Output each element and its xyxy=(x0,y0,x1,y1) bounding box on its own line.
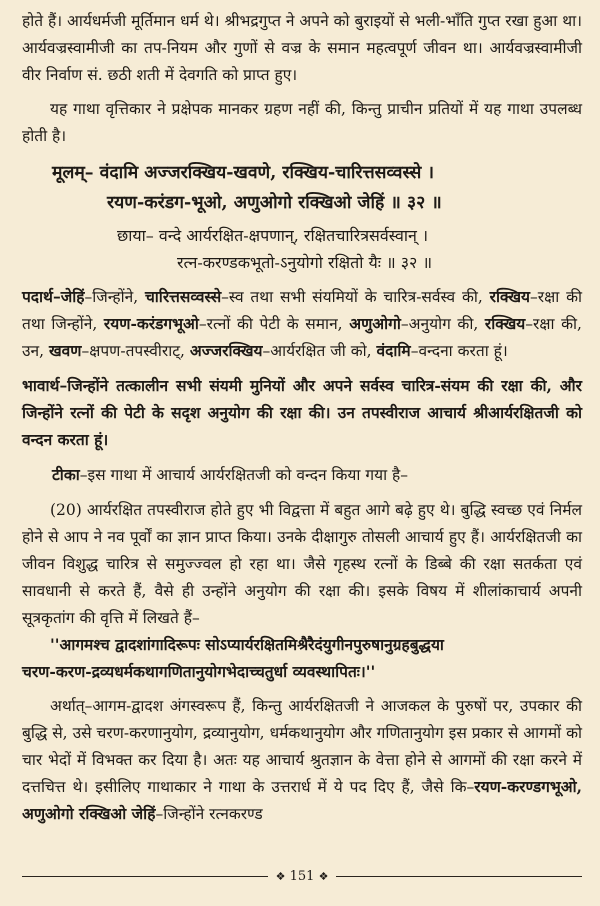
padartha-term: पदार्थ–जेहिं xyxy=(22,286,85,306)
ornament-icon: ❖ xyxy=(318,869,329,883)
top-paragraph: होते हैं। आर्यधर्मजी मूर्तिमान धर्म थे। श्रीभद्रगुप्त ने अपने को बुराइयों से भली-भाँति गुप्त रखा हुआ था। आर्यवज्रस्वामीजी का तप-नियम और गुणों से वज्र के समान महत्वपूर्ण जीवन था। आर्यवज्रस्वामीजी वीर निर्वाण सं. छठी शती में देवगति को प्राप्त हुए। xyxy=(22,12,582,84)
chhaya-line-1: छाया– वन्दे आर्यरक्षित-क्षपणान्, रक्षितचारित्रसर्वस्वान् । xyxy=(117,225,429,245)
padartha-term: अणुओगो xyxy=(349,313,401,333)
padartha-meaning: –क्षपण-तपस्वीराट्, xyxy=(81,341,190,360)
padartha-term: वंदामि xyxy=(376,340,411,360)
bhavartha-paragraph: भावार्थ–जिन्होंने तत्कालीन सभी संयमी मुनियों और अपने सर्वस्व चारित्र-संयम की रक्षा की, और जिन्होंने रत्नों की पेटी के सदृश अनुयोग की रक्षा की। उन तपस्वीराज आचार्य श्रीआर्यरक्षितजी को वन्दन करता हूं। xyxy=(22,376,582,450)
tika-text: –इस गाथा में आचार्य आर्यरक्षितजी को वन्दन किया गया है– xyxy=(79,466,408,485)
final-paragraph-quote: रयण-करण्डगभूओ, अणुओगो रक्खिओ जेहिं xyxy=(22,776,582,823)
sanskrit-quote-line-2: चरण-करण-द्रव्यधर्मकथागणितानुयोगभेदाच्चतुर्धा व्यवस्थापितः।'' xyxy=(22,662,376,682)
final-paragraph-tail: –जिन्होंने रत्नकरण्ड xyxy=(155,804,263,823)
padartha-paragraph xyxy=(22,284,582,364)
tika-label: टीका xyxy=(52,465,80,485)
tika-line xyxy=(22,461,582,489)
padartha-term: रक्खिय xyxy=(484,313,526,333)
mulam-verse xyxy=(22,158,582,218)
padartha-meaning: –वन्दना करता हूं। xyxy=(410,341,508,360)
sanskrit-quote xyxy=(22,631,582,685)
footer-rule-left xyxy=(22,876,268,877)
page-number-block xyxy=(268,869,337,884)
page-footer xyxy=(22,866,582,886)
footer-rule-right xyxy=(336,876,582,877)
padartha-meaning: –अनुयोग की, xyxy=(400,314,485,333)
padartha-term: रक्खिय xyxy=(489,286,531,306)
padartha-meaning: –रक्षा की, उन, xyxy=(22,314,582,360)
padartha-meaning: –जिन्होंने, xyxy=(84,287,145,306)
padartha-meaning: –रक्षा की तथा जिन्होंने, xyxy=(22,287,582,333)
padartha-term: खवण xyxy=(48,340,82,360)
final-paragraph xyxy=(22,693,582,827)
padartha-meaning: –आर्यरक्षित जी को, xyxy=(262,341,377,360)
chhaya-verse xyxy=(22,222,582,276)
mulam-line-2: रयण-करंडग-भूओ, अणुओगो रक्खिओ जेहिं ॥ ३२ ॥ xyxy=(107,192,442,213)
mulam-line-1: मूलम्– वंदामि अज्जरक्खिय-खवणे, रक्खिय-चारित्तसव्वस्से । xyxy=(52,162,435,183)
commentary-paragraph: (20) आर्यरक्षित तपस्वीराज होते हुए भी विद्वत्ता में बहुत आगे बढ़े हुए थे। बुद्धि स्वच्छ एवं निर्मल होने से आप ने नव पूर्वों का ज्ञान प्राप्त किया। उनके दीक्षागुरु तोसली आचार्य हुए हैं। आर्यरक्षितजी का जीवन विशुद्ध चारित्र से समुज्ज्वल हो रहा था। जैसे गृहस्थ रत्नों के डिब्बे की रक्षा सतर्कता एवं सावधानी से करते हैं, वैसे ही उन्होंने अनुयोग की रक्षा की। इसके विषय में शीलांकाचार्य अपनी सूत्रकृतांग की वृत्ति में लिखते हैं– xyxy=(22,501,582,627)
page-number: 151 xyxy=(289,868,315,884)
note-paragraph: यह गाथा वृत्तिकार ने प्रक्षेपक मानकर ग्रहण नहीं की, किन्तु प्राचीन प्रतियों में यह गाथा उपलब्ध होती है। xyxy=(22,100,582,146)
final-paragraph-text: अर्थात्–आगम-द्वादश अंगस्वरूप हैं, किन्तु आर्यरक्षितजी ने आजकल के पुरुषों पर, उपकार की बुद्धि से, उसे चरण-करणानुयोग, द्रव्यानुयोग, धर्मकथानुयोग और गणितानुयोग इस प्रकार से आगमों को चार भेदों में विभक्त कर दिया है। अतः यह आचार्य श्रुतज्ञान के वेत्ता होने से आगमों की रक्षा करने में दत्तचित्त थे। इसीलिए गाथाकार ने गाथा के उत्तरार्ध में ये पद दिए हैं, जैसे कि– xyxy=(22,697,582,796)
padartha-meaning: –रत्नों की पेटी के समान, xyxy=(198,314,350,333)
sanskrit-quote-line-1: ''आगमश्च द्वादशांगादिरूपः सोऽप्यार्यरक्षितमिश्रैरैदंयुगीनपुरुषानुग्रहबुद्धया xyxy=(50,635,444,655)
padartha-term: चारित्तसव्वस्से xyxy=(144,286,222,306)
ornament-icon: ❖ xyxy=(275,869,286,883)
padartha-term: अज्जरक्खिय xyxy=(189,340,263,360)
padartha-meaning: –स्व तथा सभी संयमियों के चारित्र-सर्वस्व की, xyxy=(221,287,490,306)
padartha-term: रयण-करंडगभूओ xyxy=(103,313,199,333)
chhaya-line-2: रत्न-करण्डकभूतो-ऽनुयोगो रक्षितो यैः ॥ ३२ ॥ xyxy=(177,252,433,272)
